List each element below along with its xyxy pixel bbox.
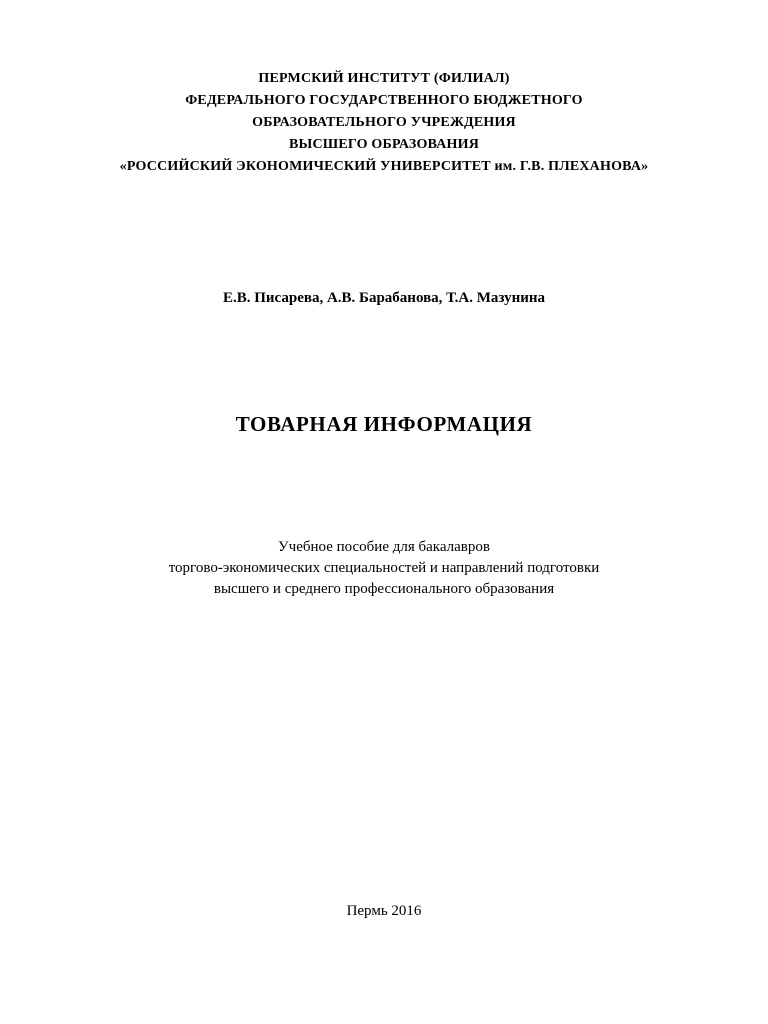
institution-header: [0, 68, 768, 178]
subtitle-line: Учебное пособие для бакалавров: [278, 539, 490, 555]
document-title: ТОВАРНАЯ ИНФОРМАЦИЯ: [235, 412, 533, 436]
authors: Е.В. Писарева, А.В. Барабанова, Т.А. Мазунина: [222, 290, 546, 306]
subtitle-line: высшего и среднего профессионального образования: [213, 581, 555, 597]
document-subtitle: [0, 537, 768, 600]
subtitle-line: торгово-экономических специальностей и направлений подготовки: [168, 560, 600, 576]
institution-line: ВЫСШЕГО ОБРАЗОВАНИЯ: [288, 137, 480, 152]
institution-line: ПЕРМСКИЙ ИНСТИТУТ (ФИЛИАЛ): [258, 71, 510, 86]
institution-line: ФЕДЕРАЛЬНОГО ГОСУДАРСТВЕННОГО БЮДЖЕТНОГО: [185, 93, 583, 108]
institution-line: ОБРАЗОВАТЕЛЬНОГО УЧРЕЖДЕНИЯ: [252, 115, 516, 130]
institution-line: «РОССИЙСКИЙ ЭКОНОМИЧЕСКИЙ УНИВЕРСИТЕТ им. Г.В. ПЛЕХАНОВА»: [119, 159, 649, 174]
place-and-year: Пермь 2016: [346, 903, 422, 919]
